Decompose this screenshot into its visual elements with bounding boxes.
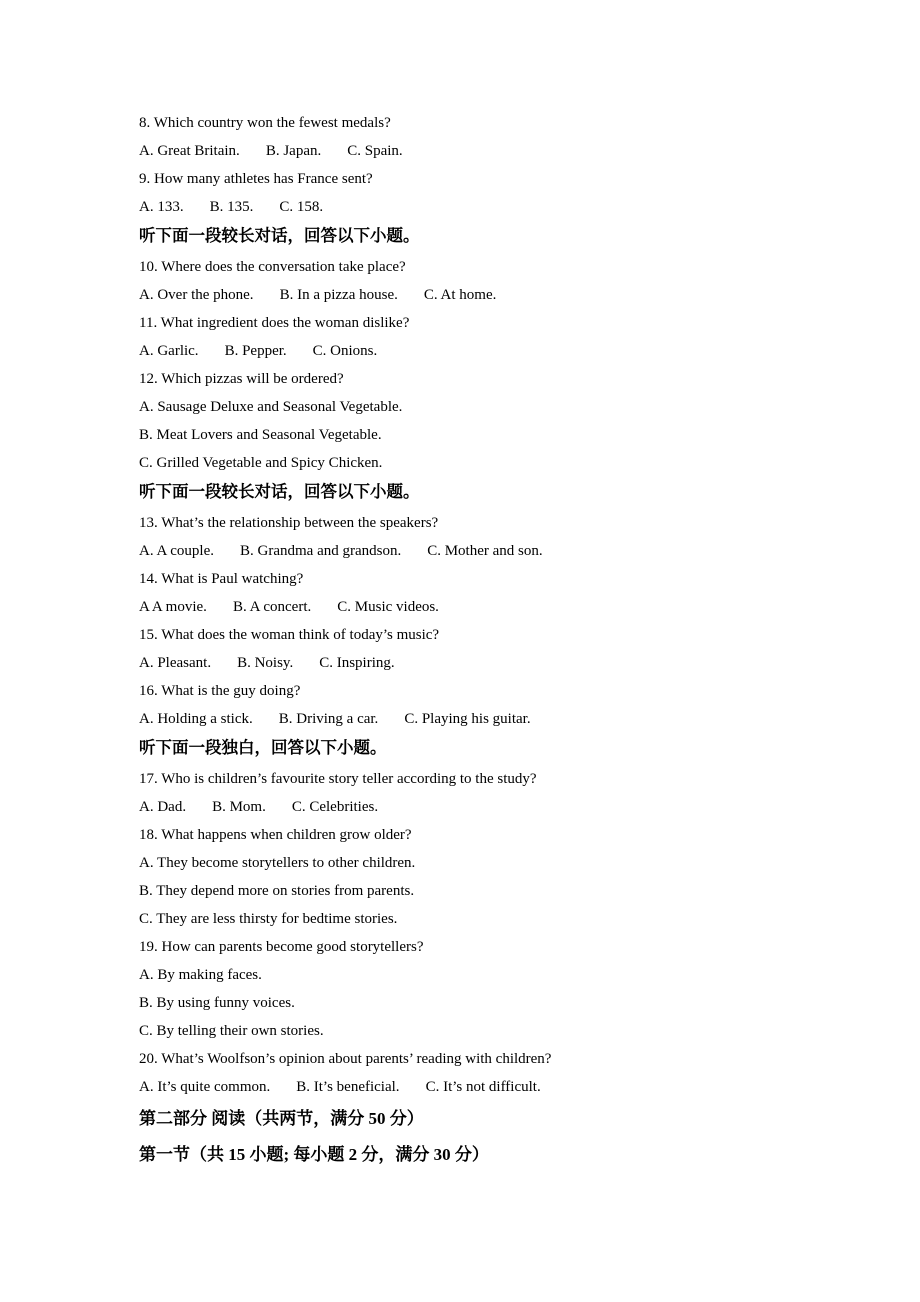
question-16-options (139, 705, 551, 733)
question-17: 17. Who is children’s favourite story teller according to the study? (139, 771, 537, 787)
option-b: B. Noisy. (237, 655, 294, 671)
option-b: B. Pepper. (224, 343, 287, 359)
question-9: 9. How many athletes has France sent? (139, 171, 373, 187)
listening-questions (139, 109, 551, 1173)
question-10-options (139, 281, 551, 309)
option-b: B. It’s beneficial. (296, 1079, 400, 1095)
question-18-option-b: B. They depend more on stories from parents. (139, 883, 415, 899)
question-8-options (139, 137, 551, 165)
option-c: C. Music videos. (337, 599, 439, 615)
option-b: B. Driving a car. (278, 711, 379, 727)
question-11-options (139, 337, 551, 365)
question-13-options (139, 537, 551, 565)
option-a: A. Holding a stick. (139, 711, 253, 727)
question-14: 14. What is Paul watching? (139, 571, 304, 587)
question-12-option-a: A. Sausage Deluxe and Seasonal Vegetable. (139, 399, 403, 415)
option-b: B. Grandma and grandson. (240, 543, 402, 559)
question-9-options (139, 193, 551, 221)
option-c: C. Celebrities. (291, 799, 379, 815)
question-17-options (139, 793, 551, 821)
option-a: A. It’s quite common. (139, 1079, 271, 1095)
question-18-option-a: A. They become storytellers to other children. (139, 855, 416, 871)
question-15: 15. What does the woman think of today’s music? (139, 627, 440, 643)
section-one-title: 第一节（共 15 小题; 每小题 2 分，满分 30 分） (139, 1145, 489, 1164)
part-two-title: 第二部分 阅读（共两节，满分 50 分） (139, 1109, 424, 1128)
option-c: C. Inspiring. (319, 655, 395, 671)
option-c: C. Onions. (312, 343, 378, 359)
question-10: 10. Where does the conversation take place? (139, 259, 406, 275)
option-c: C. Mother and son. (427, 543, 543, 559)
question-12-option-c: C. Grilled Vegetable and Spicy Chicken. (139, 455, 383, 471)
question-18-option-c: C. They are less thirsty for bedtime stories. (139, 911, 398, 927)
option-c: C. Playing his guitar. (404, 711, 531, 727)
question-20-options (139, 1073, 551, 1101)
option-c: C. Spain. (347, 143, 403, 159)
option-b: B. In a pizza house. (279, 287, 398, 303)
question-19-option-b: B. By using funny voices. (139, 995, 295, 1011)
question-14-options (139, 593, 551, 621)
option-a: A. Dad. (139, 799, 187, 815)
option-c: C. It’s not difficult. (425, 1079, 541, 1095)
question-8: 8. Which country won the fewest medals? (139, 115, 391, 131)
question-12: 12. Which pizzas will be ordered? (139, 371, 344, 387)
dialogue-instruction-heading: 听下面一段较长对话，回答以下小题。 (139, 482, 420, 501)
question-11: 11. What ingredient does the woman dislike? (139, 315, 410, 331)
question-13: 13. What’s the relationship between the speakers? (139, 515, 439, 531)
monologue-instruction-heading: 听下面一段独白，回答以下小题。 (139, 738, 387, 757)
dialogue-instruction-heading: 听下面一段较长对话，回答以下小题。 (139, 226, 420, 245)
option-a: A A movie. (139, 599, 207, 615)
option-a: A. Great Britain. (139, 143, 240, 159)
option-a: A. 133. (139, 199, 184, 215)
option-b: B. 135. (209, 199, 254, 215)
question-16: 16. What is the guy doing? (139, 683, 301, 699)
question-18: 18. What happens when children grow older? (139, 827, 412, 843)
option-b: B. A concert. (232, 599, 312, 615)
option-a: A. Over the phone. (139, 287, 254, 303)
option-c: C. 158. (279, 199, 324, 215)
question-19-option-c: C. By telling their own stories. (139, 1023, 324, 1039)
question-12-option-b: B. Meat Lovers and Seasonal Vegetable. (139, 427, 382, 443)
question-19: 19. How can parents become good storytellers? (139, 939, 424, 955)
option-b: B. Mom. (212, 799, 266, 815)
question-19-option-a: A. By making faces. (139, 967, 262, 983)
option-a: A. Garlic. (139, 343, 199, 359)
option-c: C. At home. (423, 287, 497, 303)
question-15-options (139, 649, 551, 677)
question-20: 20. What’s Woolfson’s opinion about parents’ reading with children? (139, 1051, 552, 1067)
option-a: A. A couple. (139, 543, 214, 559)
option-a: A. Pleasant. (139, 655, 212, 671)
option-b: B. Japan. (265, 143, 322, 159)
